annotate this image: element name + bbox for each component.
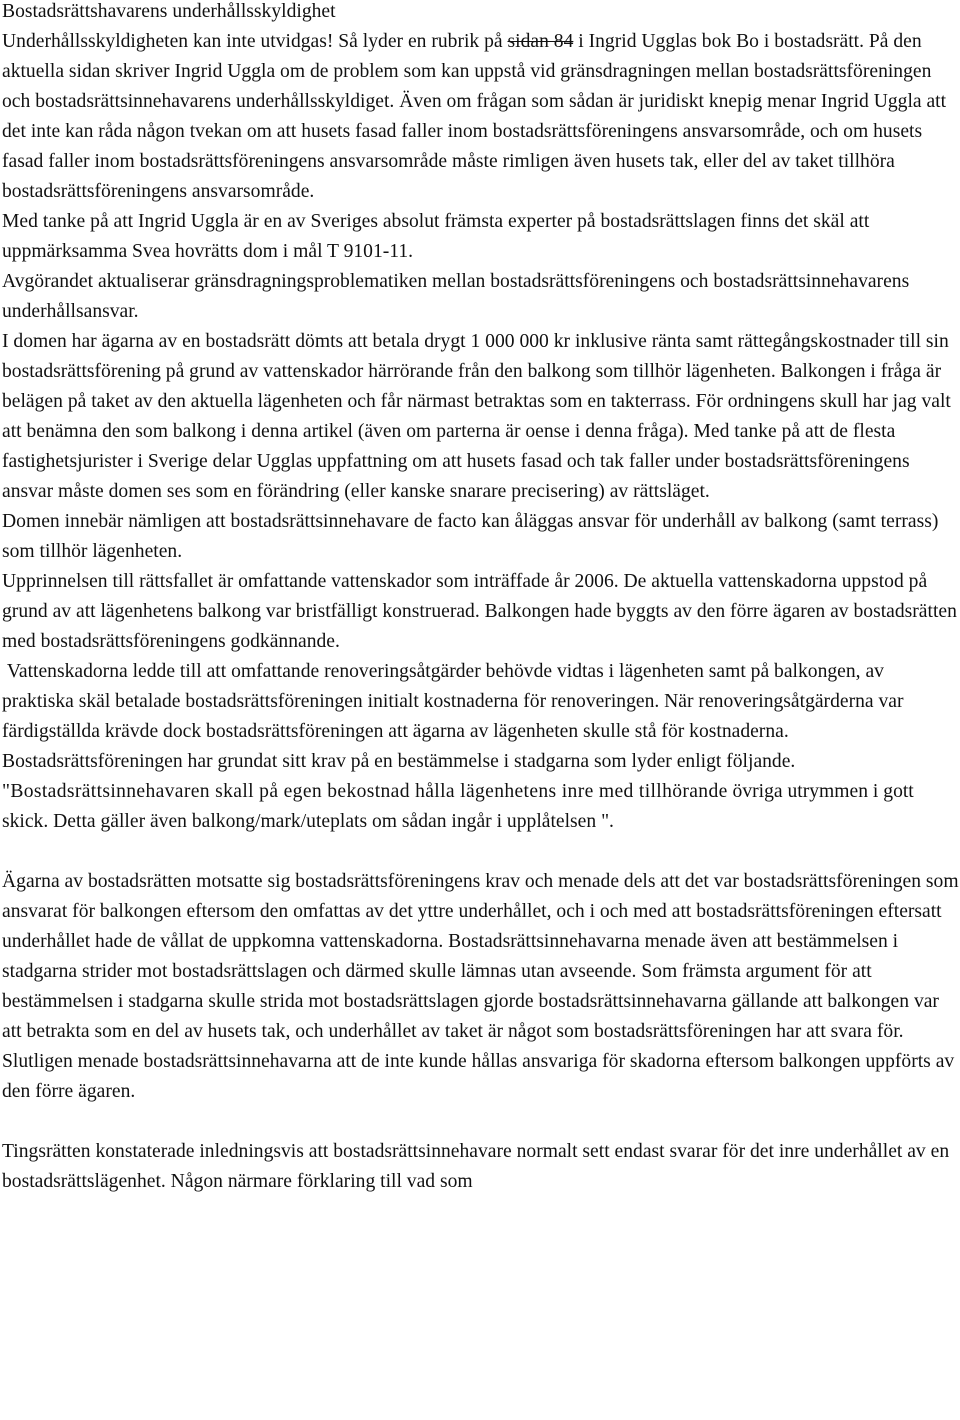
paragraph-expert: Med tanke på att Ingrid Uggla är en av Sveriges absolut främsta experter på bostadsrättslagen finns det skäl att uppmärksamma Svea hovrätts dom i mål T 9101-11.	[2, 211, 870, 262]
paragraph-judgment: I domen har ägarna av en bostadsrätt dömts att betala drygt 1 000 000 kr inklusive ränta samt rättegångskostnader till sin bostadsrättsförening på grund av vattenskador härrörande från den balkong som tillhör lägenheten. Balkongen i fråga är belägen på taket av den aktuella lägenheten och får närmast betraktas som en takterrass. För ordningens skull har jag valt att benämna den som balkong i denna artikel (även om parterna är oense i denna fråga). Med tanke på att de flesta fastighetsjurister i Sverige delar Ugglas uppfattning om att husets fasad och tak faller under bostadsrättsföreningens ansvar måste domen ses som en förändring (eller kanske snarare precisering) av rättsläget.	[2, 331, 951, 502]
paragraph-intro-rest: i Ingrid Ugglas bok Bo i bostadsrätt. På den aktuella sidan skriver Ingrid Uggla om de problem som kan uppstå vid gränsdragningen mellan bostadsrättsföreningen och bostadsrättsinnehavarens underhållsskyldiget. Även om frågan som sådan är juridiskt knepig menar Ingrid Uggla att det inte kan råda någon tvekan om att husets fasad faller inom bostadsrättsföreningens ansvarsområde, och om husets fasad faller inom bostadsrättsföreningens ansvarsområde måste rimligen även husets tak, eller del av taket tillhöra bostadsrättsföreningens ansvarsområde.	[2, 31, 947, 202]
paragraph-ruling-relevance: Avgörandet aktualiserar gränsdragningsproblematiken mellan bostadsrättsföreningens och bostadsrättsinnehavarens underhållsansvar.	[2, 271, 910, 322]
paragraph-renovation: Vattenskadorna ledde till att omfattande renoveringsåtgärder behövde vidtas i lägenheten samt på balkongen, av praktiska skäl betalade bostadsrättsföreningen initialt kostnaderna för renoveringen. När renoveringsåtgärderna var färdigställda krävde dock bostadsrättsföreningen att ägarna av lägenheten skulle stå för kostnaderna. Bostadsrättsföreningen har grundat sitt krav på en bestämmelse i stadgarna som lyder enligt följande.	[2, 661, 909, 772]
paragraph-intro	[0, 27, 960, 207]
struck-page-reference: sidan 84	[507, 31, 574, 52]
paragraph-owners-objection: Ägarna av bostadsrätten motsatte sig bostadsrättsföreningens krav och menade dels att det var bostadsrättsföreningen som ansvarat för balkongen eftersom den omfattas av det yttre underhållet, och i och med att bostadsrättsföreningen eftersatt underhållet hade de vållat de uppkomna vattenskadorna. Bostadsrättsinnehavarna menade även att bestämmelsen i stadgarna strider mot bostadsrättslagen och därmed skulle lämnas utan avseende. Som främsta argument för att bestämmelsen i stadgarna skulle strida mot bostadsrättslagen gjorde bostadsrättsinnehavarna gällande att balkongen var att betrakta som en del av husets tak, och underhållet av taket är något som bostadsrättsföreningen har att svara för. Slutligen menade bostadsrättsinnehavarna att de inte kunde hållas ansvariga för skadorna eftersom balkongen uppförts av den förre ägaren.	[2, 871, 959, 1102]
paragraph-district-court: Tingsrätten konstaterade inledningsvis att bostadsrättsinnehavare normalt sett endast svarar för det inre underhållet av en bostadsrättslägenhet. Någon närmare förklaring till vad som	[2, 1141, 950, 1192]
statute-quote-start: "Bostadsrättsinnehavaren skall på egen bekostnad hålla lägenhetens inre med tillhörande	[2, 781, 728, 802]
paragraph-intro-start: Underhållsskyldigheten kan inte utvidgas! Så lyder en rubrik på	[2, 31, 508, 52]
paragraph-implication: Domen innebär nämligen att bostadsrättsinnehavare de facto kan åläggas ansvar för underhåll av balkong (samt terrass) som tillhör lägenheten.	[2, 511, 939, 562]
document-title: Bostadsrättshavarens underhållsskyldighet	[2, 1, 336, 22]
paragraph-statute-quote	[0, 777, 960, 837]
paragraph-background: Upprinnelsen till rättsfallet är omfattande vattenskador som inträffade år 2006. De aktuella vattenskadorna uppstod på grund av att lägenhetens balkong var bristfälligt konstruerad. Balkongen hade byggts av den förre ägaren av bostadsrätten med bostadsrättsföreningens godkännande.	[2, 571, 957, 652]
statute-quote-rest: övriga utrymmen i gott skick. Detta gäller även balkong/mark/uteplats om sådan ingår i upplåtelsen ".	[2, 781, 914, 832]
